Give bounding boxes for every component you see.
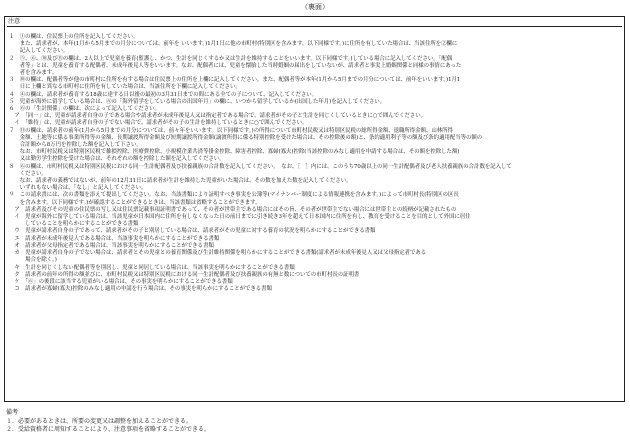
note-line: ２ ⑤、⑥、⑩及び⑪の欄は、2人以上で児童を養育(監護し、かつ、生計を同じくするか又は生計を維持することをいいます。以下同様です。)している場合に記入してください。「配偶 — [9, 55, 453, 62]
note-line: ３ ⑩の欄は、配偶者等が他の市町村に住所を有する場合は住民票上の住所を上欄に記入してください。また、配偶者等が本年(1月から5月までの月分については、前年をいいます。)1月1 — [9, 77, 461, 84]
note-line: 合計額から8万円を控除した額を記入して下さい。 — [9, 142, 142, 149]
note-line: 金額、土地等に係る事業所得等の金額、長期譲渡所得金額及び短期譲渡所得金額(譲渡所得に係る特別控除を受けた場合は、その控除後の額)と、条約適用利子等の額及び条約適用配当等の額の — [9, 134, 483, 141]
note-line: ７ ⑪の欄は、請求者の前年(1月から5月までの月分については、前々年をいいます。以下同様です。)の所得について市町村民税又は特別区民税の総所得金額、退職所得金額、山林所得 — [9, 127, 453, 134]
note-line: していることを明らかにすることができる書類 — [9, 221, 139, 228]
note-line: ク 請求者の前年の所得の額並びに、市町村民税又は特別区民税における同一生計配偶者及び扶養親族の有無と数についての市町村長の証明書 — [9, 271, 360, 278]
note-line: １ ①の欄は、住民票上の住所を記入してください。 — [9, 34, 139, 40]
note-line: イ 児童が海外に留学している場合は、当該児童が日本国内に住所を有しなくなった日の前日までに引き続き3年を超えて日本国内に住所を有し、教育を受けることを目的として外国に居住 — [9, 214, 471, 221]
note-line: カ 児童が請求者自身の子でない場合は、請求者とその児童との養育関係及び生計維持関係を明らかにすることができる書類(請求者が未成年後見人又は父母指定者である — [9, 250, 427, 257]
note-line: ケ 「⑥」の後段に該当する児童がいる場合は、その事実を明らかにすることができる書類 — [9, 278, 233, 285]
notes-box — [4, 16, 625, 402]
footer-list — [6, 418, 606, 434]
note-line: ９ この請求書には、次の書類を添えて提出してください。なお、当該書類により証明すべき事実を公簿等(マイナンバー制度による情報連携を含みます。)によって市町村長(特別区の区長 — [9, 192, 459, 199]
note-line: を含みます。以下同様です。)が確認することができるときは、当該書類は省略することができます。 — [9, 199, 261, 206]
note-line: オ 請求者が父母指定者である場合は、当該事実を明らかにすることができる書類 — [9, 242, 214, 249]
page-header: （裏面） — [301, 3, 329, 11]
note-line: エ 請求者が未成年後見人である場合は、当該事実を明らかにすることができる書類 — [9, 235, 220, 242]
note-line: イ 「維持」は、児童が請求者自身の子でない場合で、請求者がその子の生計を維持しているときに○で囲んでください。 — [9, 120, 308, 127]
footer-title: 備考 — [6, 409, 19, 416]
note-line: 記入してください。 — [9, 48, 69, 55]
note-line: キ 生計を同じくしない配偶者等を別居し、児童と同居している場合は、当該事実を明らかにすることができる書類 — [9, 264, 295, 271]
note-line: なお、請求者の義務ではないが、前年の12月31日に請求者が生計を維持した児童がいた場合は、その数を加えた数を記入してください。 — [9, 178, 352, 185]
notes-list — [5, 27, 624, 293]
note-line: ア 「同一」は、児童が請求者自身の子である場合や請求者が未成年後見人又は指定者である場合で、請求者がその子と生計を同じくしているときに○で囲んでください。 — [9, 113, 426, 120]
note-line: なお、市町村民税又は特別区民税で雑損控除、医療費控除、小規模企業共済等掛金控除、障害者控除、寡婦(寡夫)控除(当該控除のみなし適用を申請する場合は、その額を控除した額) — [9, 149, 460, 156]
note-line: ５ 児童が海外に留学している場合は、⑥の「海外留学をしている場合の出国年月」の欄に、いつから留学しているか(出国した年月)を記入してください。 — [9, 98, 386, 105]
note-line: コ 請求者が寡婦(寡夫)控除のみなし適用の申請を行う場合は、その事実を明らかにすることができる書類 — [9, 286, 272, 293]
note-line: いずれもない場合は、「なし」と記入してください。 — [9, 185, 147, 192]
note-line: 者等」とは、児童を養育する配偶者、未成年後見人等をいいます。なお、配偶者には、児童を懐胎した当時婚姻の届出をしていないが、請求者と事実上婚姻関係と同様の事情にあった — [9, 62, 462, 69]
note-line: ４ ④の欄は、請求者が養育する18歳に達する日以後の最初の3月31日までの間にある全ての子について、記入してください。 — [9, 91, 318, 98]
note-line: また、請求者が、本年(1月から5月までの月分については、前年を いいます。)1月1日に他の市町村(特別区を含みます。以下同様です。)に住所を有していた場合は、当該住所を②欄に — [9, 41, 458, 48]
notes-title: 注意 — [8, 18, 21, 25]
note-line: ウ 児童が請求者自身の子であって、請求者がその子と別居している場合は、請求者がその児童に対する養育の状況を明らかにすることができる書類 — [9, 228, 376, 235]
note-line: ６ ⑥の「生計関係」の欄は、次によって記入してください。 — [9, 106, 160, 113]
note-line: 場合を除く。) — [9, 257, 57, 264]
footer-note: ２．受給資格者に周知することにより、注意事項を省略することができる。 — [6, 426, 211, 433]
note-line: ア 請求者及びその児童の住民票の写し又は住民票記載事項証明書であって、その者が世帯主である場合にはその旨、その者が世帯主でない場合には世帯主との続柄が記載されたもの — [9, 206, 457, 213]
note-line: ８ ⑥の欄は、市町村民税又は特別区民税における同一生計配偶者及び扶養親族の合計数を記入してください。 なお、［ ］内には、このうち70歳以上の同一生計配偶者及び老人扶養親族の合計数を記入して — [9, 163, 512, 170]
note-line: ください。 — [9, 170, 47, 177]
note-line: 日に上欄と異なる市町村に住所を有していた場合は、当該住所を下欄に記入してください。 — [9, 84, 241, 91]
note-line: 者を含みます。 — [9, 70, 58, 77]
note-line: 又は勤労学生控除を受けた場合は、それぞれの額を控除した額を記入してください。 — [9, 156, 225, 163]
footer-note: １．必要があるときは、所要の変更又は調整を加えることができる。 — [6, 418, 193, 425]
